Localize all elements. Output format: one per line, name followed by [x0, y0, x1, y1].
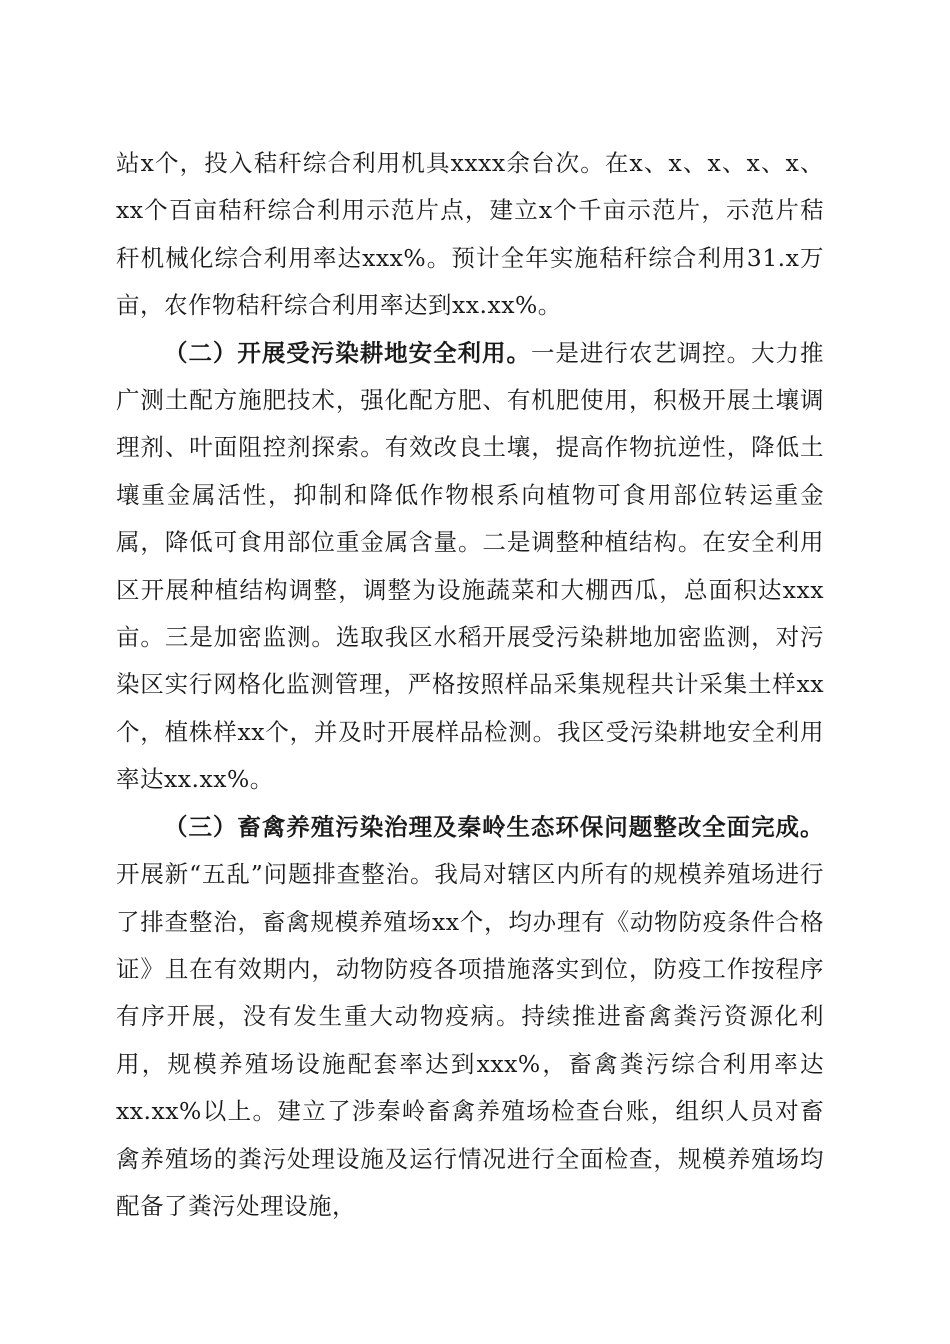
paragraph-contaminated-farmland	[116, 330, 824, 804]
paragraph-straw-utilization	[116, 140, 824, 330]
paragraph-3-text: 开展新“五乱”问题排查整治。我局对辖区内所有的规模养殖场进行了排查整治，畜禽规模养殖场xx个，均办理有《动物防疫条件合格证》且在有效期内，动物防疫各项措施落实到位，防疫工作按程序有序开展，没有发生重大动物疫病。持续推进畜禽粪污资源化利用，规模养殖场设施配套率达到xxx%，畜禽粪污综合利用率达xx.xx%以上。建立了涉秦岭畜禽养殖场检查台账，组织人员对畜禽养殖场的粪污处理设施及运行情况进行全面检查，规模养殖场均配备了粪污处理设施，	[116, 860, 824, 1220]
document-page	[116, 140, 824, 1230]
paragraph-1-text: 站x个，投入秸秆综合利用机具xxxx余台次。在x、x、x、x、x、xx个百亩秸秆综合利用示范片点，建立x个千亩示范片，示范片秸秆机械化综合利用率达xxx%。预计全年实施秸秆综合利用31.x万亩，农作物秸秆综合利用率达到xx.xx%。	[116, 149, 824, 320]
paragraph-2-heading: （二）开展受污染耕地安全利用。	[164, 338, 531, 367]
paragraph-livestock-pollution	[116, 804, 824, 1231]
paragraph-2-text: 一是进行农艺调控。大力推广测土配方施肥技术，强化配方肥、有机肥使用，积极开展土壤调理剂、叶面阻控剂探索。有效改良土壤，提高作物抗逆性，降低土壤重金属活性，抑制和降低作物根系向植物可食用部位转运重金属，降低可食用部位重金属含量。二是调整种植结构。在安全利用区开展种植结构调整，调整为设施蔬菜和大棚西瓜，总面积达xxx亩。三是加密监测。选取我区水稻开展受污染耕地加密监测，对污染区实行网格化监测管理，严格按照样品采集规程共计采集土样xx个，植株样xx个，并及时开展样品检测。我区受污染耕地安全利用率达xx.xx%。	[116, 338, 825, 794]
paragraph-3-heading: （三）畜禽养殖污染治理及秦岭生态环保问题整改全面完成。	[164, 812, 824, 841]
